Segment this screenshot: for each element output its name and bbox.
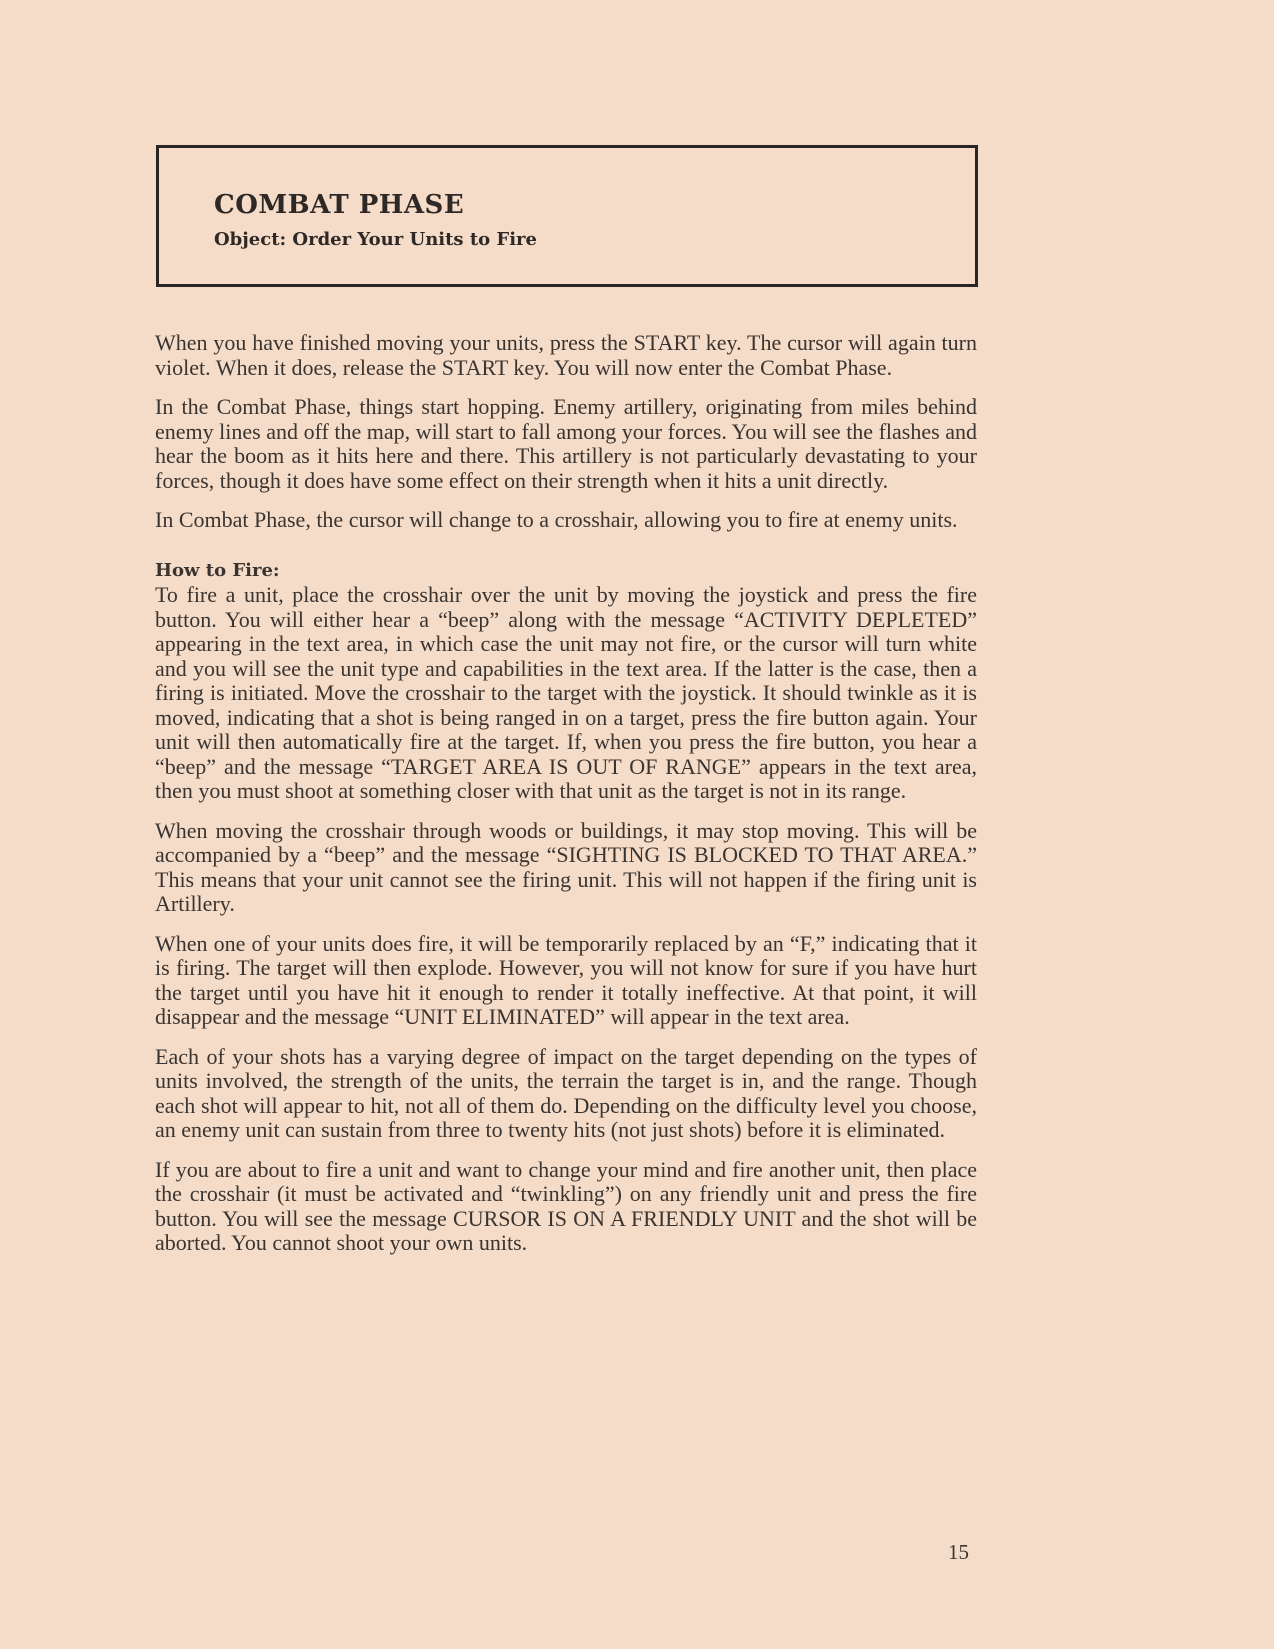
body-text (155, 331, 977, 1271)
paragraph: In Combat Phase, the cursor will change to a crosshair, allowing you to fire at enemy units. (155, 507, 958, 532)
paragraph: If you are about to fire a unit and want to change your mind and fire another unit, then place the crosshair (it must be activated and “twinkling”) on any friendly unit and press the fire button. You will see the message CURSOR IS ON A FRIENDLY UNIT and the shot will be aborted. You cannot shoot your own units. (155, 1156, 977, 1255)
section-header-box (156, 145, 978, 287)
section-title: COMBAT PHASE (214, 190, 465, 220)
page-number: 15 (948, 1540, 969, 1564)
how-to-fire-heading: How to Fire: (155, 559, 280, 581)
paragraph: Each of your shots has a varying degree of impact on the target depending on the types of units involved, the strength of the units, the terrain the target is in, and the range. Though each shot will appear to hit, not all of them do. Depending on the difficulty level you choose, an enemy unit can sustain from three to twenty hits (not just shots) before it is eliminated. (155, 1043, 977, 1142)
section-subtitle: Object: Order Your Units to Fire (214, 229, 537, 250)
paragraph: When one of your units does fire, it will be temporarily replaced by an “F,” indicating that it is firing. The target will then explode. However, you will not know for sure if you have hurt the target until you have hit it enough to render it totally ineffective. At that point, it will disappear and the message “UNIT ELIMINATED” will appear in the text area. (155, 930, 977, 1029)
paragraph: To fire a unit, place the crosshair over the unit by moving the joystick and press the fire button. You will either hear a “beep” along with the message “ACTIVITY DEPLETED” appearing in the text area, in which case the unit may not fire, or the cursor will turn white and you will see the unit type and capabilities in the text area. If the latter is the case, then a firing is initiated. Move the crosshair to the target with the joystick. It should twinkle as it is moved, indicating that a shot is being ranged in on a target, press the fire button again. Your unit will then automatically fire at the target. If, when you press the fire button, you hear a “beep” and the message “TARGET AREA IS OUT OF RANGE” appears in the text area, then you must shoot at something closer with that unit as the target is not in its range. (155, 582, 977, 803)
paragraph: When moving the crosshair through woods or buildings, it may stop moving. This will be accompanied by a “beep” and the message “SIGHTING IS BLOCKED TO THAT AREA.” This means that your unit cannot see the firing unit. This will not happen if the firing unit is Artillery. (155, 817, 977, 916)
paragraph: When you have finished moving your units, press the START key. The cursor will again turn violet. When it does, release the START key. You will now enter the Combat Phase. (155, 330, 977, 380)
paragraph: In the Combat Phase, things start hopping. Enemy artillery, originating from miles behind enemy lines and off the map, will start to fall among your forces. You will see the flashes and hear the boom as it hits here and there. This artillery is not particularly devastating to your forces, though it does have some effect on their strength when it hits a unit directly. (155, 394, 977, 493)
